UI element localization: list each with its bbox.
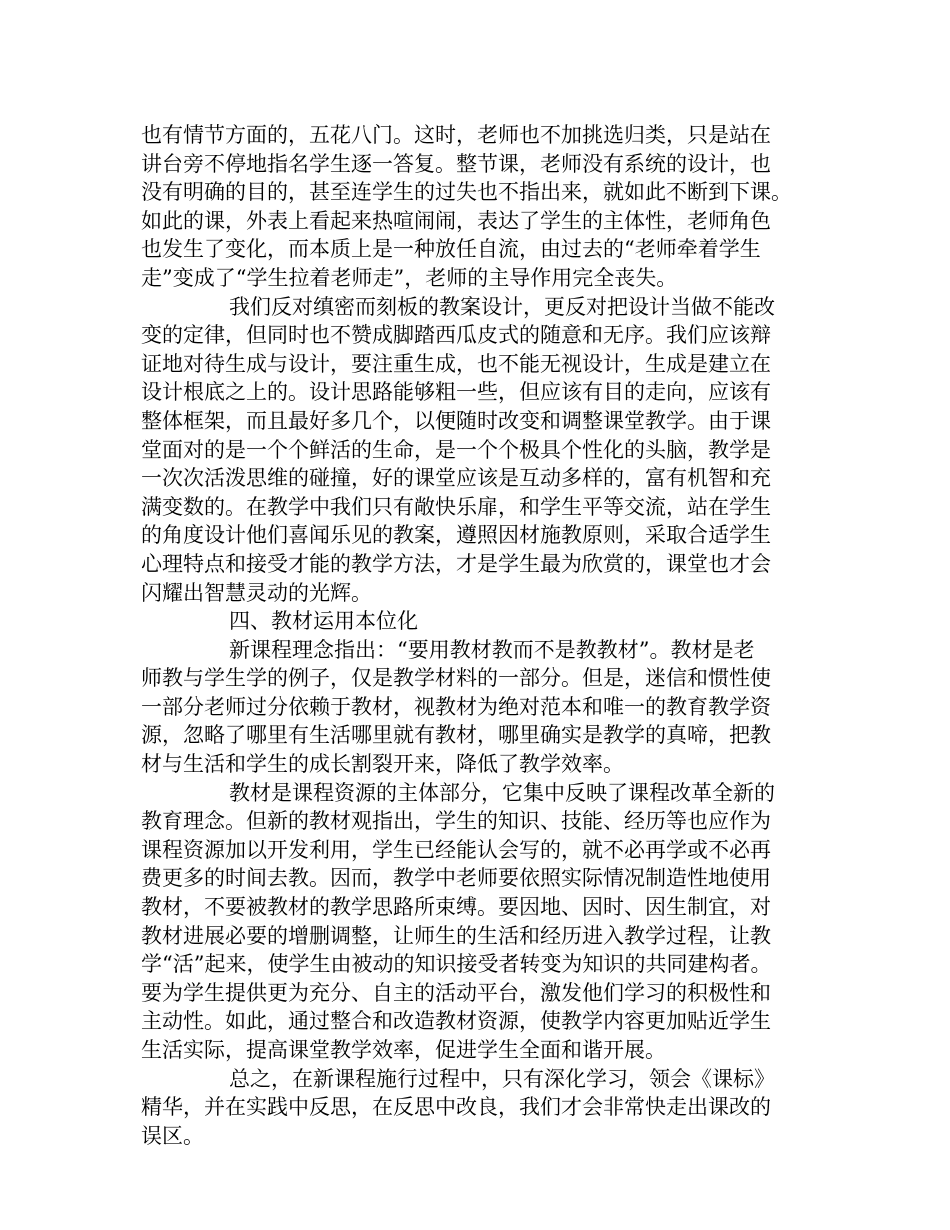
text-line: 教材进展必要的增删调整，让师生的生活和经历进入教学过程，让教 [141,923,771,948]
text-line: 师教与学生学的例子，仅是教学材料的一部分。但是，迷信和惯性使 [141,666,771,691]
text-line: 变的定律，但同时也不赞成脚踏西瓜皮式的随意和无序。我们应该辩 [141,323,771,348]
text-line: 课程资源加以开发利用，学生已经能认会写的，就不必再学或不必再 [141,837,771,862]
text-line: 教材，不要被教材的教学思路所束缚。要因地、因时、因生制宜，对 [141,895,771,920]
paragraph-first-line: 新课程理念指出：“要用教材教而不是教教材”。教材是老 [229,637,755,662]
text-line: 主动性。如此，通过整合和改造教材资源，使教学内容更加贴近学生 [141,1009,771,1034]
text-line: 走”变成了“学生拉着老师走”，老师的主导作用完全丧失。 [141,265,678,290]
text-line: 费更多的时间去教。因而，教学中老师要依照实际情况制造性地使用 [141,866,771,891]
text-line: 堂面对的是一个个鲜活的生命，是一个个极具个性化的头脑，教学是 [141,437,771,462]
text-line: 误区。 [141,1123,204,1148]
text-line: 如此的课，外表上看起来热喧闹闹，表达了学生的主体性，老师角色 [141,208,771,233]
paragraph-first-line: 总之，在新课程施行过程中，只有深化学习，领会《课标》 [229,1066,775,1091]
text-line: 精华，并在实践中反思，在反思中改良，我们才会非常快走出课改的 [141,1095,771,1120]
paragraph-first-line: 我们反对缜密而刻板的教案设计，更反对把设计当做不能改 [229,294,775,319]
text-line: 要为学生提供更为充分、自主的活动平台，激发他们学习的积极性和 [141,980,771,1005]
text-line: 也发生了变化，而本质上是一种放任自流，由过去的“老师牵着学生 [141,237,761,262]
text-line: 一部分老师过分依赖于教材，视教材为绝对范本和唯一的教育教学资 [141,694,771,719]
text-line: 学“活”起来，使学生由被动的知识接受者转变为知识的共同建构者。 [141,952,772,977]
text-line: 的角度设计他们喜闻乐见的教案，遵照因材施教原则，采取合适学生 [141,523,771,548]
text-line: 心理特点和接受才能的教学方法，才是学生最为欣赏的，课堂也才会 [141,551,771,576]
text-line: 生活实际，提高课堂教学效率，促进学生全面和谐开展。 [141,1038,666,1062]
text-line: 讲台旁不停地指名学生逐一答复。整节课，老师没有系统的设计，也 [141,151,771,176]
text-line: 一次次活泼思维的碰撞，好的课堂应该是互动多样的，富有机智和充 [141,466,771,491]
document-body [141,121,831,1150]
text-line: 整体框架，而且最好多几个，以便随时改变和调整课堂教学。由于课 [141,408,771,433]
text-line: 源，忽略了哪里有生活哪里就有教材，哪里确实是教学的真啼，把教 [141,723,771,748]
text-line: 闪耀出智慧灵动的光辉。 [141,580,372,605]
text-line: 材与生活和学生的成长割裂开来，降低了教学效率。 [141,752,624,777]
text-line: 满变数的。在教学中我们只有敞快乐扉，和学生平等交流，站在学生 [141,494,771,519]
paragraph-first-line: 四、教材运用本位化 [229,609,418,634]
paragraph-first-line: 教材是课程资源的主体部分，它集中反映了课程改革全新的 [229,780,775,805]
text-line: 教育理念。但新的教材观指出，学生的知识、技能、经历等也应作为 [141,809,771,834]
text-line: 没有明确的目的，甚至连学生的过失也不指出来，就如此不断到下课。 [141,180,792,205]
text-line: 也有情节方面的，五花八门。这时，老师也不加挑选归类，只是站在 [141,123,771,147]
text-line: 设计根底之上的。设计思路能够粗一些，但应该有目的走向，应该有 [141,380,771,405]
text-line: 证地对待生成与设计，要注重生成，也不能无视设计，生成是建立在 [141,351,771,376]
